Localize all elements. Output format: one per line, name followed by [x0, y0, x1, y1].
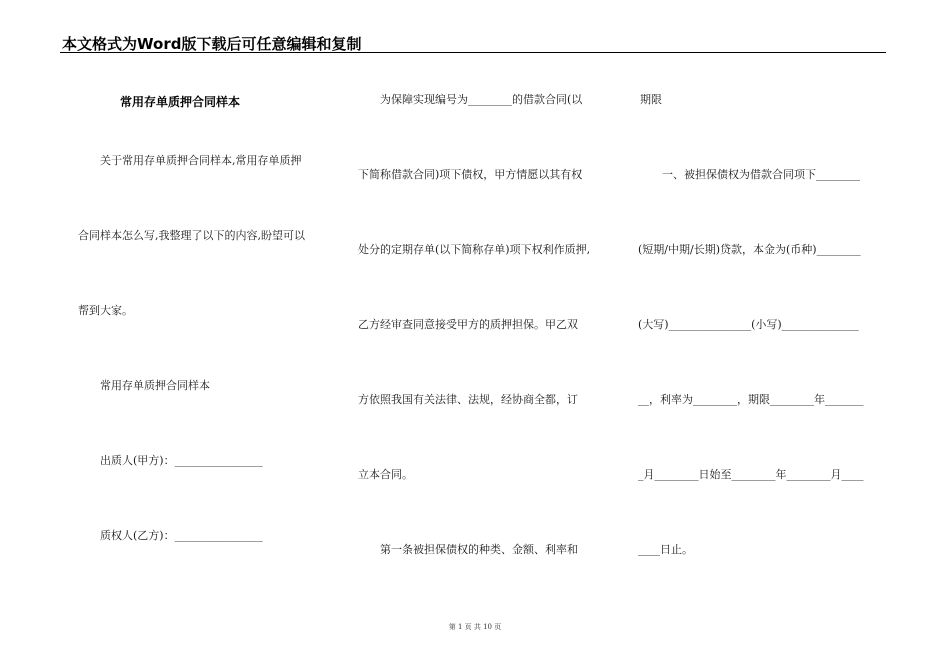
- document-header-title: 本文格式为Word版下载后可任意编辑和复制: [62, 35, 362, 53]
- paragraph-line: 方依照我国有关法律、法规，经协商全都，订: [358, 393, 578, 406]
- paragraph-line: 关于常用存单质押合同样本,常用存单质押: [100, 154, 302, 167]
- pledgee-line: 质权人(乙方)：________________: [100, 529, 263, 542]
- paragraph-line: 乙方经审查同意接受甲方的质押担保。甲乙双: [358, 318, 578, 331]
- paragraph-line: ____日止。: [638, 543, 693, 556]
- paragraph-line: 合同样本怎么写,我整理了以下的内容,盼望可以: [78, 229, 305, 242]
- article-heading-line: 第一条被担保债权的种类、金额、利率和: [380, 543, 578, 556]
- paragraph-line: _月________日始至________年________月____: [638, 468, 864, 481]
- pledgor-line: 出质人(甲方)：________________: [100, 454, 263, 467]
- paragraph-line: 立本合同。: [358, 468, 413, 481]
- paragraph-line: __，利率为________，期限________年_______: [638, 393, 864, 406]
- paragraph-line: 期限: [640, 93, 662, 106]
- subheading-line: 常用存单质押合同样本: [100, 379, 210, 392]
- paragraph-line: 为保障实现编号为________的借款合同(以: [380, 93, 583, 106]
- paragraph-line: 一、被担保债权为借款合同项下________: [662, 168, 860, 181]
- paragraph-line: 下简称借款合同)项下债权，甲方情愿以其有权: [358, 168, 583, 181]
- paragraph-line: (大写)_______________(小写)______________: [638, 318, 859, 331]
- paragraph-line: 帮到大家。: [78, 304, 133, 317]
- page-number-footer: 第 1 页 共 10 页: [448, 623, 502, 631]
- paragraph-line: (短期/中期/长期)贷款，本金为(币种)________: [638, 243, 861, 256]
- header-divider: [60, 52, 886, 53]
- document-title: 常用存单质押合同样本: [120, 95, 241, 109]
- paragraph-line: 处分的定期存单(以下简称存单)项下权利作质押,: [358, 243, 591, 256]
